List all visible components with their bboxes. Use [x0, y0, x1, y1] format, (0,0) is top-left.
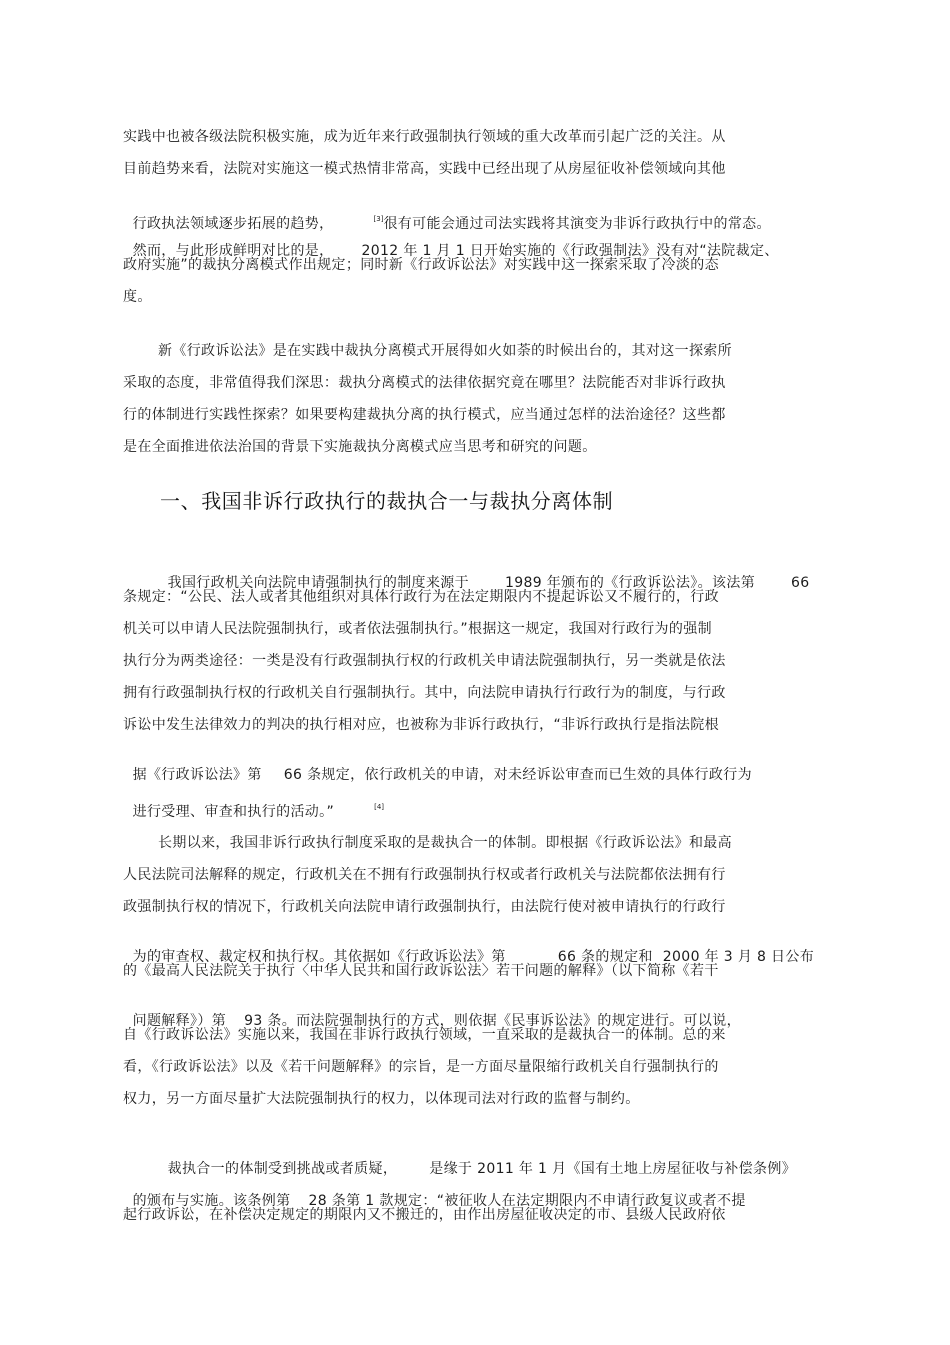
- paragraph-1-line-1: 实践中也被各级法院积极实施，成为近年来行政强制执行领域的重大改革而引起广泛的关注。从: [123, 129, 726, 145]
- paragraph-1-line-3: [123, 192, 771, 232]
- text-segment: 28 条第 1 款规定：“被征收人在法定期限内不申请行政复议或者不提: [308, 1193, 746, 1209]
- paragraph-4-line-7: 自《行政诉讼法》实施以来，我国在非诉行政执行领域，一直采取的是裁执合一的体制。总的来: [123, 1027, 726, 1043]
- paragraph-2-line-3: 行的体制进行实践性探索？如果要构建裁执分离的执行模式，应当通过怎样的法治途径？这些都: [123, 407, 726, 423]
- text-segment: 然而，与此形成鲜明对比的是，: [132, 243, 334, 259]
- text-segment: 问题解释》）第: [132, 1013, 227, 1029]
- paragraph-4-line-3: 政强制执行权的情况下，行政机关向法院申请行政强制执行，由法院行使对被申请执行的行政行: [123, 899, 726, 915]
- paragraph-1-line-5: 政府实施”的裁执分离模式作出规定；同时新《行政诉讼法》对实践中这一探索采取了冷淡的态: [123, 257, 719, 273]
- paragraph-4-line-8: 看，《行政诉讼法》以及《若干问题解释》的宗旨，是一方面尽量限缩行政机关自行强制执行的: [123, 1059, 719, 1075]
- text-segment: 93 条。而法院强制执行的方式，则依据《民事诉讼法》的规定进行。可以说，: [244, 1013, 741, 1029]
- paragraph-2-line-4: 是在全面推进依法治国的背景下实施裁执分离模式应当思考和研究的问题。: [123, 439, 597, 455]
- footnote-4-marker[interactable]: [4]: [374, 803, 385, 811]
- paragraph-5-line-2: [123, 1174, 746, 1209]
- section-heading: 一、我国非诉行政执行的裁执合一与裁执分离体制: [160, 489, 614, 513]
- paragraph-3-line-5: 拥有行政强制执行权的行政机关自行强制执行。其中，向法院申请执行行政行为的制度，与行政: [123, 685, 726, 701]
- paragraph-4-line-6: [123, 994, 741, 1029]
- paragraph-3-line-4: 执行分为两类途径：一类是没有行政强制执行权的行政机关申请法院强制执行，另一类就是依法: [123, 653, 726, 669]
- text-segment: 1989 年颁布的《行政诉讼法》。该法第: [504, 575, 756, 591]
- text-segment: 据《行政诉讼法》第: [132, 767, 262, 783]
- text-segment: 我国行政机关向法院申请强制执行的制度来源于: [167, 575, 469, 591]
- paragraph-5-line-3: 起行政诉讼，在补偿决定规定的期限内又不搬迁的，由作出房屋征收决定的市、县级人民政府依: [123, 1207, 726, 1223]
- paragraph-4-line-5: 的《最高人民法院关于执行〈中华人民共和国行政诉讼法〉若干问题的解释》（以下简称《若干: [123, 963, 719, 979]
- paragraph-3-line-3: 机关可以申请人民法院强制执行，或者依法强制执行。”根据这一规定，我国对行政行为的强制: [123, 621, 712, 637]
- paragraph-4-line-9: 权力，另一方面尽量扩大法院强制执行的权力，以体现司法对行政的监督与制约。: [123, 1091, 640, 1107]
- paragraph-3-line-1: [158, 556, 810, 591]
- text-segment: 66: [791, 575, 810, 591]
- paragraph-1-line-2: 目前趋势来看，法院对实施这一模式热情非常高，实践中已经出现了从房屋征收补偿领域向其他: [123, 161, 726, 177]
- text-segment: 为的审查权、裁定权和执行权。其依据如《行政诉讼法》第: [132, 949, 506, 965]
- text-segment: 行政执法领域逐步拓展的趋势，: [132, 216, 334, 232]
- text-segment: 进行受理、审查和执行的活动。”: [132, 804, 335, 820]
- paragraph-5-line-1: [158, 1142, 797, 1177]
- text-segment: 2000 年 3 月 8 日公布: [662, 949, 815, 965]
- text-segment: 很有可能会通过司法实践将其演变为非诉行政执行中的常态。: [383, 216, 771, 232]
- text-segment: 是缘于 2011 年 1 月《国有土地上房屋征收与补偿条例》: [429, 1161, 797, 1177]
- paragraph-2-line-1: 新《行政诉讼法》是在实践中裁执分离模式开展得如火如荼的时候出台的，其对这一探索所: [158, 343, 732, 359]
- paragraph-3-line-7: [123, 748, 752, 783]
- text-segment: 66 条的规定和: [557, 949, 653, 965]
- text-segment: 66 条规定，依行政机关的申请，对未经诉讼审查而已生效的具体行政行为: [283, 767, 752, 783]
- footnote-3-marker[interactable]: [3]: [373, 215, 384, 223]
- text-segment: 的颁布与实施。该条例第: [132, 1193, 291, 1209]
- paragraph-3-line-6: 诉讼中发生法律效力的判决的执行相对应，也被称为非诉行政执行，“非诉行政执行是指法院根: [123, 717, 719, 733]
- paragraph-4-line-2: 人民法院司法解释的规定，行政机关在不拥有行政强制执行权或者行政机关与法院都依法拥有行: [123, 867, 726, 883]
- paragraph-3-line-2: 条规定：“公民、法人或者其他组织对具体行政行为在法定期限内不提起诉讼又不履行的，行政: [123, 589, 719, 605]
- paragraph-4-line-1: 长期以来，我国非诉行政执行制度采取的是裁执合一的体制。即根据《行政诉讼法》和最高: [158, 835, 732, 851]
- text-segment: 裁执合一的体制受到挑战或者质疑，: [167, 1161, 398, 1177]
- text-segment: 2012 年 1 月 1 日开始实施的《行政强制法》没有对“法院裁定、: [361, 243, 779, 259]
- paragraph-3-line-8: [123, 780, 385, 820]
- paragraph-2-line-2: 采取的态度，非常值得我们深思：裁执分离模式的法律依据究竟在哪里？法院能否对非诉行政执: [123, 375, 726, 391]
- paragraph-1-line-6: 度。: [123, 289, 152, 305]
- paragraph-4-line-4: [123, 930, 815, 965]
- paragraph-1-line-4: [123, 224, 779, 259]
